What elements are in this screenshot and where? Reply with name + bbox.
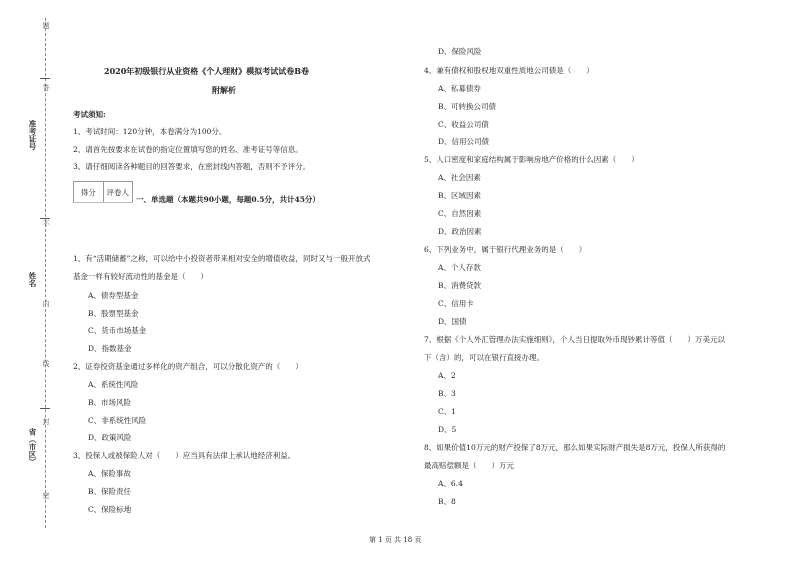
grader-label: 评卷人	[106, 187, 129, 197]
option: C、自然因素	[438, 209, 482, 218]
notice-heading: 考试须知:	[73, 110, 106, 119]
seal-char: 封	[42, 418, 50, 425]
option: C、货币市场基金	[88, 326, 147, 335]
binding-line	[45, 18, 46, 528]
seal-char: 密	[42, 492, 50, 499]
notice-item: 1、考试时间：120分钟，本卷满分为100分。	[73, 127, 227, 136]
exam-number-label: 准考证号	[28, 120, 37, 150]
option: D、5	[438, 425, 457, 434]
question-stem: 7、根据《个人外汇管理办法实施细则》，个人当日提取外币现钞累计等值（ ）万美元以	[424, 335, 726, 344]
option: A、社会因素	[438, 173, 481, 182]
margin-tick	[40, 218, 50, 219]
question-stem: 8、如果价值10万元的财产投保了8万元，那么如果实际财产损失是8万元，投保人所获得的	[424, 443, 726, 452]
score-label: 得分	[74, 182, 104, 202]
option: C、收益公司债	[438, 120, 489, 129]
question-stem: 下（含）的，可以在银行直接办理。	[424, 353, 544, 362]
option: A、保险事故	[88, 469, 131, 478]
notice-item: 3、请仔细阅读各种题目的回答要求，在密封线内答题，否则不予评分。	[73, 162, 311, 171]
seal-char: 答	[42, 84, 50, 91]
option: C、非系统性风险	[88, 416, 147, 425]
seal-char: 不	[42, 220, 50, 227]
option: A、系统性风险	[88, 380, 139, 389]
name-label: 姓名	[28, 272, 37, 287]
option: D、政治因素	[438, 227, 482, 236]
question-stem: 最高赔偿额是（ ）万元	[424, 461, 514, 470]
option: D、保险风险	[438, 47, 482, 56]
page-subtitle: 附解析	[212, 85, 236, 95]
option: B、市场风险	[88, 398, 132, 407]
option: B、可转换公司债	[438, 102, 497, 111]
option: A、债券型基金	[88, 291, 139, 300]
option: C、1	[438, 407, 457, 416]
question-stem: 6、下列业务中，属于银行代理业务的是（ ）	[424, 245, 587, 254]
option: A、个人存款	[438, 263, 481, 272]
option: D、政策风险	[88, 433, 132, 442]
option: B、消费贷款	[438, 281, 482, 290]
option: D、国债	[438, 317, 467, 326]
section-heading: 一、单选题（本题共90小题，每题0.5分，共计45分）	[136, 195, 320, 204]
score-box	[73, 181, 133, 203]
option: D、指数基金	[88, 344, 132, 353]
option: A、私募债券	[438, 84, 481, 93]
question-stem: 3、投保人或被保险人对（ ）应当具有法律上承认地经济利益。	[73, 451, 296, 460]
option: B、保险责任	[88, 487, 132, 496]
option: B、区域因素	[438, 191, 482, 200]
option: B、股票型基金	[88, 309, 139, 318]
score-box-underline	[73, 202, 133, 203]
option: A、2	[438, 371, 456, 380]
margin-tick	[40, 78, 50, 79]
option: D、信用公司债	[438, 137, 490, 146]
option: C、保险标地	[88, 505, 132, 514]
question-stem: 1、有“活期储蓄”之称，可以给中小投资者带来相对安全的增值收益，同时又与一般开放式	[73, 254, 371, 263]
notice-item: 2、请首先按要求在试卷的指定位置填写您的姓名、准考证号等信息。	[73, 145, 303, 154]
question-stem: 2、证券投资基金通过多样化的资产组合，可以分散化资产的（ ）	[73, 362, 303, 371]
question-stem: 基金一样有较好流动性的基金是（ ）	[73, 272, 208, 281]
seal-char: 题	[42, 22, 50, 29]
page-title: 2020年初级银行从业资格《个人理财》模拟考试试卷B卷	[104, 66, 310, 76]
option: A、6.4	[438, 479, 463, 488]
option: C、信用卡	[438, 299, 474, 308]
option: B、3	[438, 389, 456, 398]
province-label: 省（市区）	[28, 428, 37, 466]
question-stem: 5、人口密度和家庭结构属于影响房地产价格的什么因素（ ）	[424, 155, 639, 164]
margin-tick	[40, 408, 50, 409]
seal-char: 线	[42, 360, 50, 367]
option: B、8	[438, 497, 456, 506]
question-stem: 4、兼有债权和股权地双重性质地公司债是（ ）	[424, 66, 594, 75]
seal-char: 内	[42, 300, 50, 307]
page-number: 第 1 页 共 18 页	[369, 536, 422, 544]
